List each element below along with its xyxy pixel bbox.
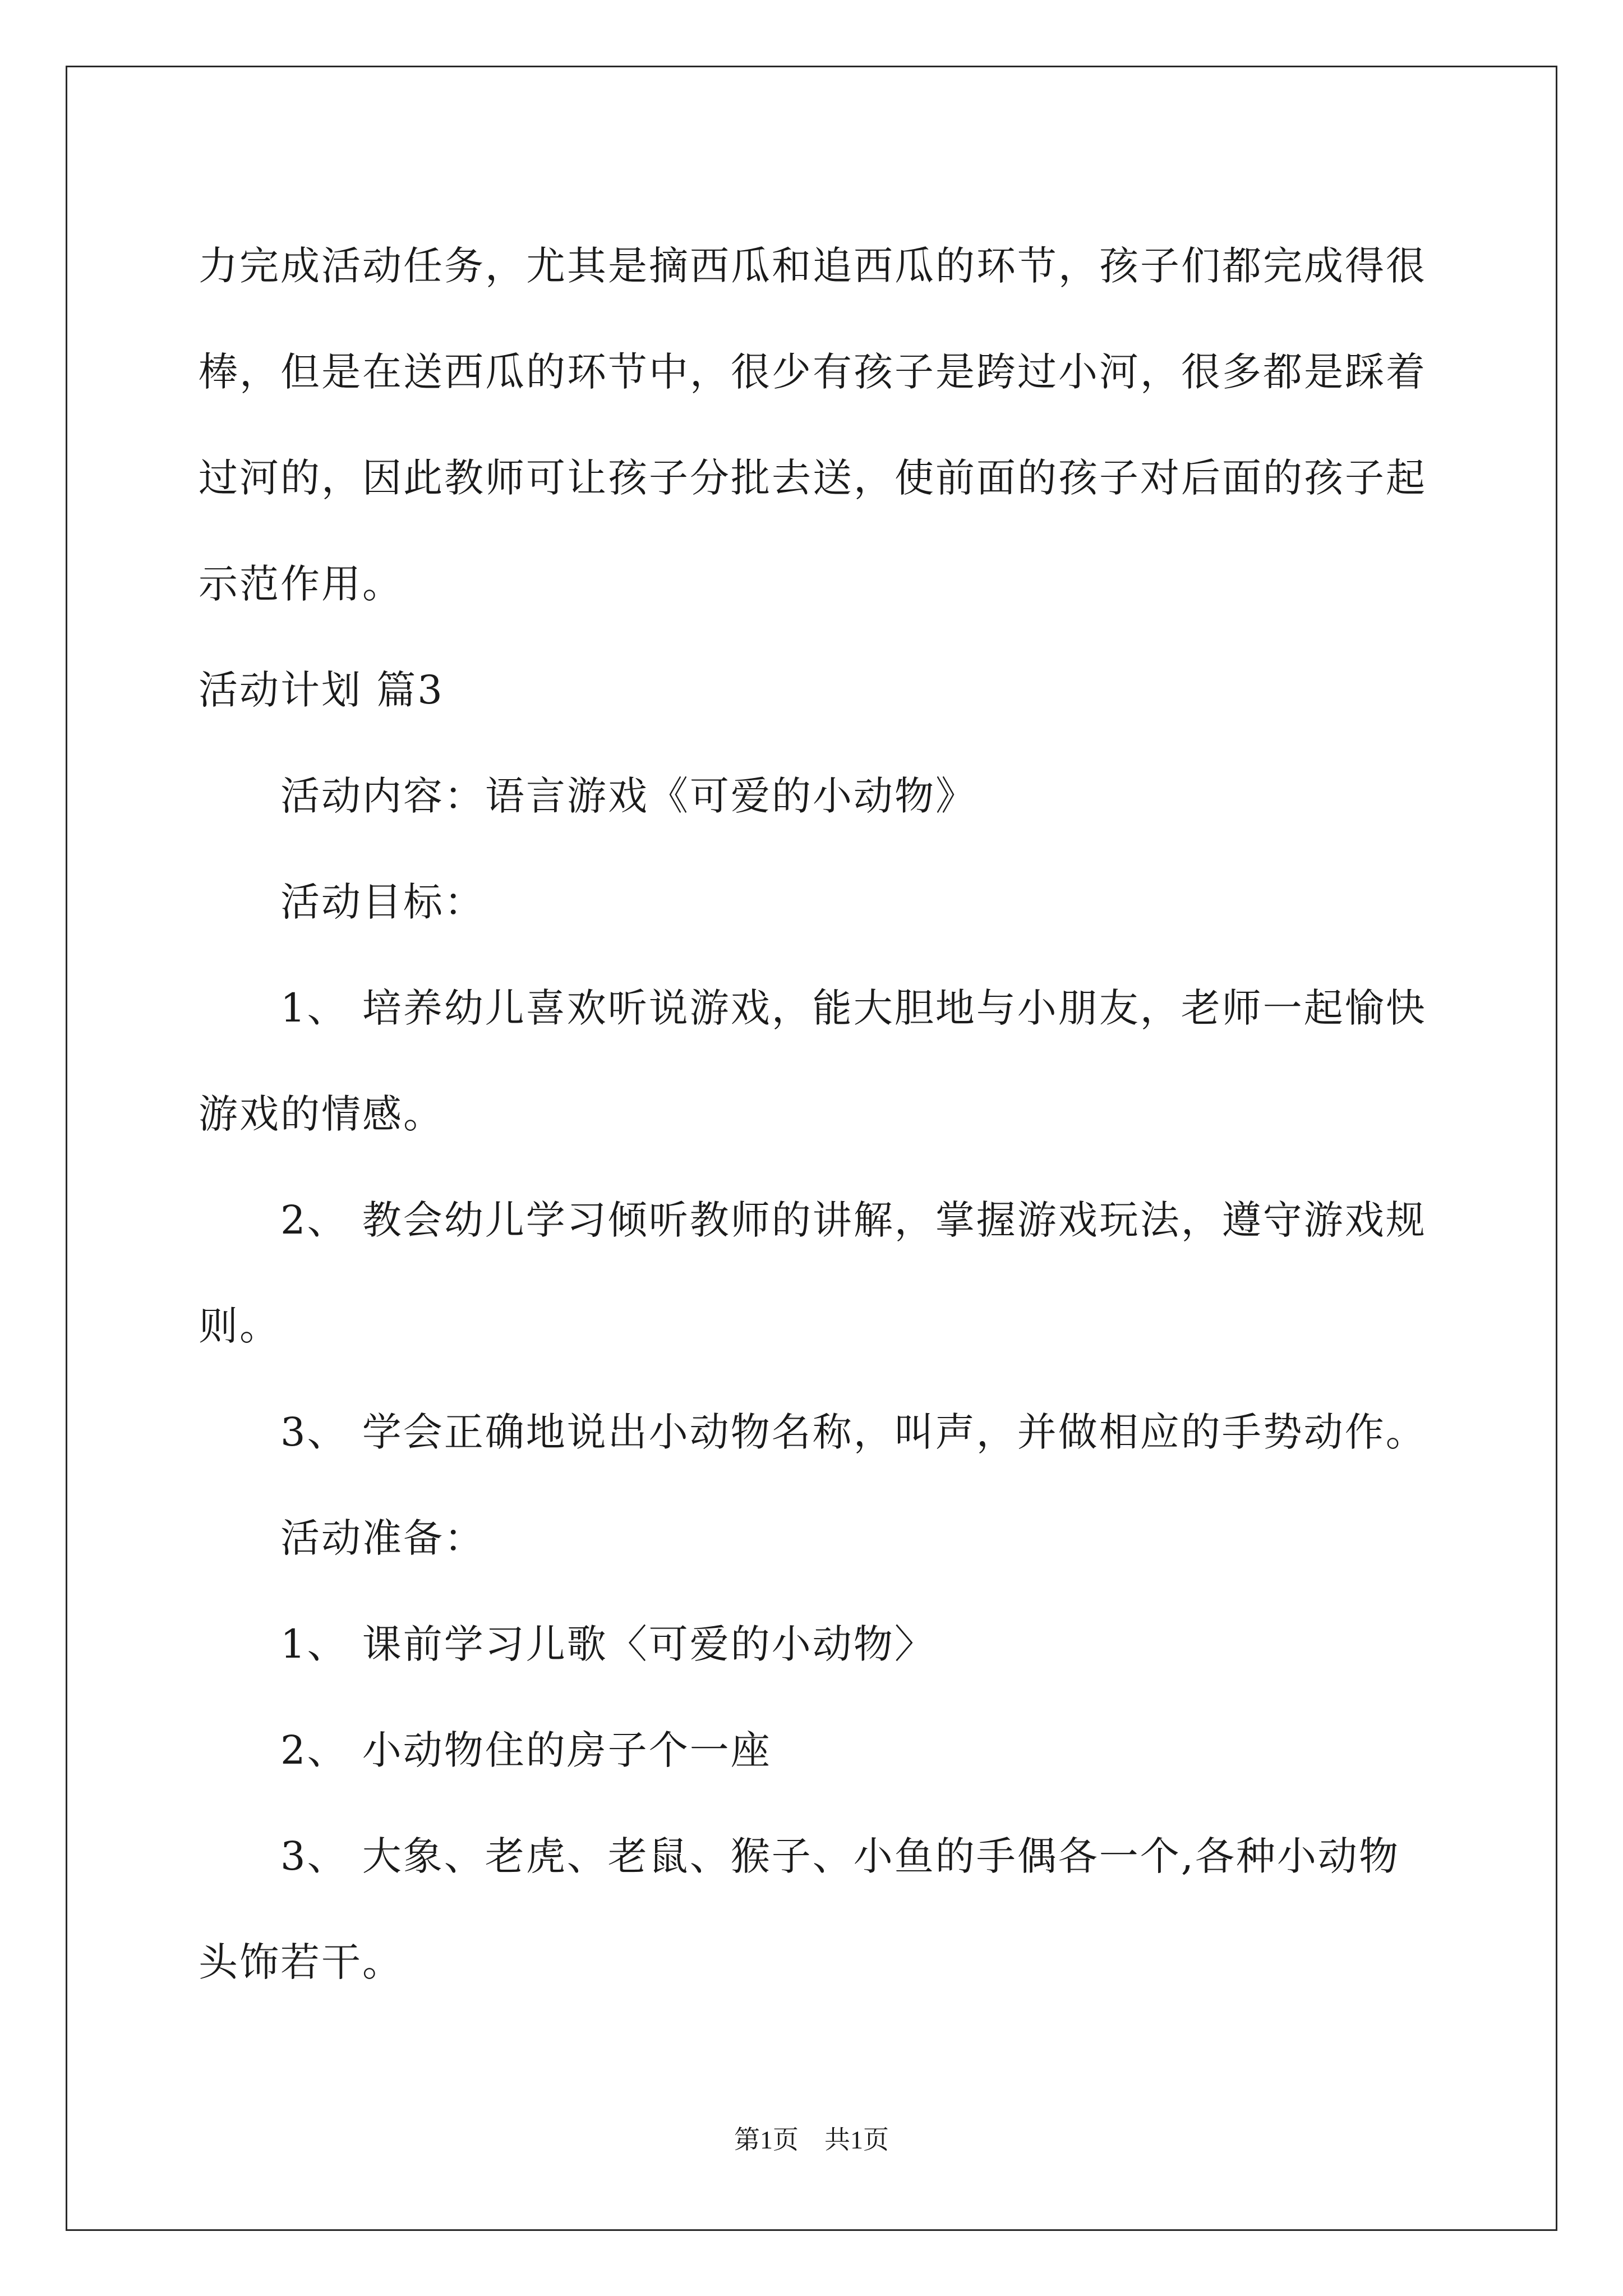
page-footer — [0, 2119, 1623, 2156]
paragraph-goal-2: 2、 教会幼儿学习倾听教师的讲解，掌握游戏玩法，遵守游戏规则。 — [199, 1197, 1427, 1349]
paragraph-continuation: 力完成活动任务，尤其是摘西瓜和追西瓜的环节，孩子们都完成得很棒，但是在送西瓜的环节中，很少有孩子是跨过小河，很多都是踩着过河的，因此教师可让孩子分批去送，使前面的孩子对后面的孩子起示范作用。 — [199, 243, 1427, 607]
paragraph-preparation-1: 1、 课前学习儿歌〈可爱的小动物〉 — [280, 1621, 935, 1667]
paragraph-activity-content: 活动内容：语言游戏《可爱的小动物》 — [280, 773, 976, 819]
paragraph-goal-1: 1、 培养幼儿喜欢听说游戏，能大胆地与小朋友，老师一起愉快游戏的情感。 — [199, 985, 1427, 1137]
paragraph-preparation-2: 2、 小动物住的房子个一座 — [280, 1727, 772, 1773]
paragraph-preparation-3: 3、 大象、老虎、老鼠、猴子、小鱼的手偶各一个,各种小动物头饰若干。 — [199, 1833, 1400, 1985]
section-title: 活动计划 篇3 — [199, 667, 444, 713]
paragraph-goal-3: 3、 学会正确地说出小动物名称，叫声，并做相应的手势动作。 — [280, 1409, 1427, 1455]
paragraph-preparation-heading: 活动准备： — [280, 1515, 485, 1561]
document-body — [199, 213, 1427, 2016]
page-number: 第1页 — [734, 2125, 799, 2154]
page-total: 共1页 — [824, 2125, 889, 2154]
paragraph-activity-goals-heading: 活动目标： — [280, 879, 485, 925]
